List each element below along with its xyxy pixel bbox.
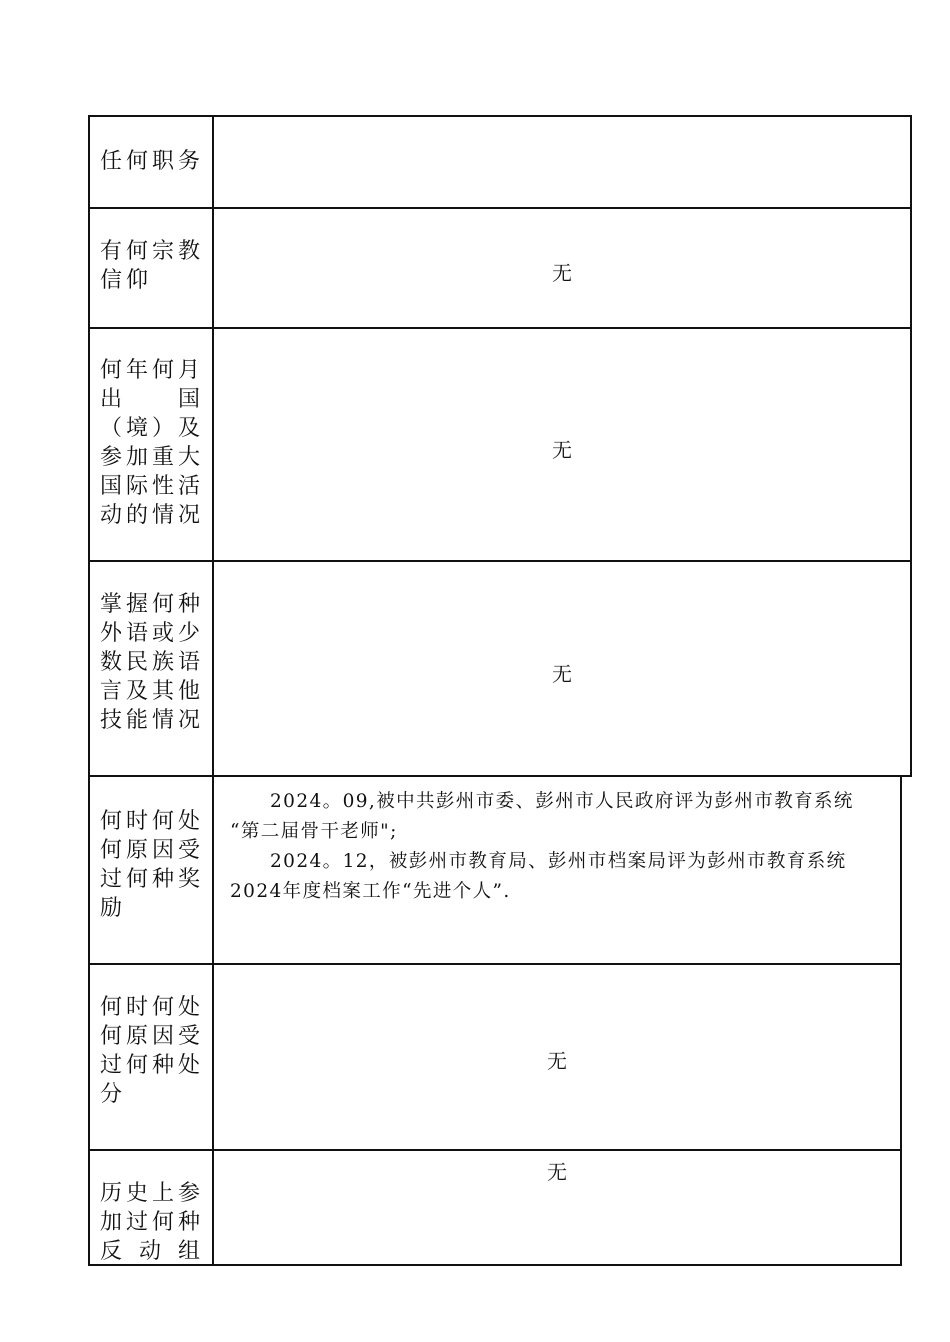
table-row-languages	[88, 562, 912, 777]
row-label-cell	[90, 117, 214, 207]
row-label-cell	[90, 329, 214, 560]
row-label: 掌握何种外语或少数民族语言及其他技能情况	[100, 592, 205, 733]
row-label: 历史上参加过何种反动组	[100, 1181, 205, 1264]
row-value: 无	[547, 1160, 567, 1184]
table-row-religion	[88, 209, 912, 329]
row-value: 无	[552, 261, 572, 285]
row-label-cell	[90, 965, 214, 1149]
row-label: 何时何处何原因受过何种奖励	[100, 809, 205, 921]
row-value-cell	[214, 965, 900, 1149]
table-row-overseas	[88, 329, 912, 562]
table-row-awards	[88, 777, 902, 965]
row-label-cell	[90, 209, 214, 327]
row-value-cell	[214, 777, 900, 963]
table-row-punishment	[88, 965, 902, 1151]
row-value: 无	[552, 438, 572, 462]
awards-text	[230, 787, 892, 907]
award-line: “第二届骨干老师";	[230, 821, 398, 842]
row-value-cell	[214, 1151, 900, 1264]
row-value: 无	[547, 1049, 567, 1073]
award-line: 2024。12，被彭州市教育局、彭州市档案局评为彭州市教育系统	[270, 851, 847, 872]
row-label: 何时何处何原因受过何种处分	[100, 995, 205, 1107]
row-label-cell	[90, 777, 214, 963]
award-line: 2024年度档案工作“先进个人”.	[230, 881, 511, 902]
row-label-cell	[90, 1151, 214, 1264]
row-value-cell	[214, 562, 910, 775]
row-label: 任何职务	[100, 149, 205, 174]
row-value-cell	[214, 329, 910, 560]
award-line: 2024。09,被中共彭州市委、彭州市人民政府评为彭州市教育系统	[270, 791, 854, 812]
row-label: 何年何月出国（境）及参加重大国际性活动的情况	[100, 358, 205, 528]
table-row-organizations	[88, 1151, 902, 1266]
row-value-cell	[214, 117, 910, 207]
row-value-cell	[214, 209, 910, 327]
row-label-cell	[90, 562, 214, 775]
row-label: 有何宗教信仰	[100, 239, 205, 293]
table-row-position	[88, 115, 912, 209]
row-value: 无	[552, 662, 572, 686]
